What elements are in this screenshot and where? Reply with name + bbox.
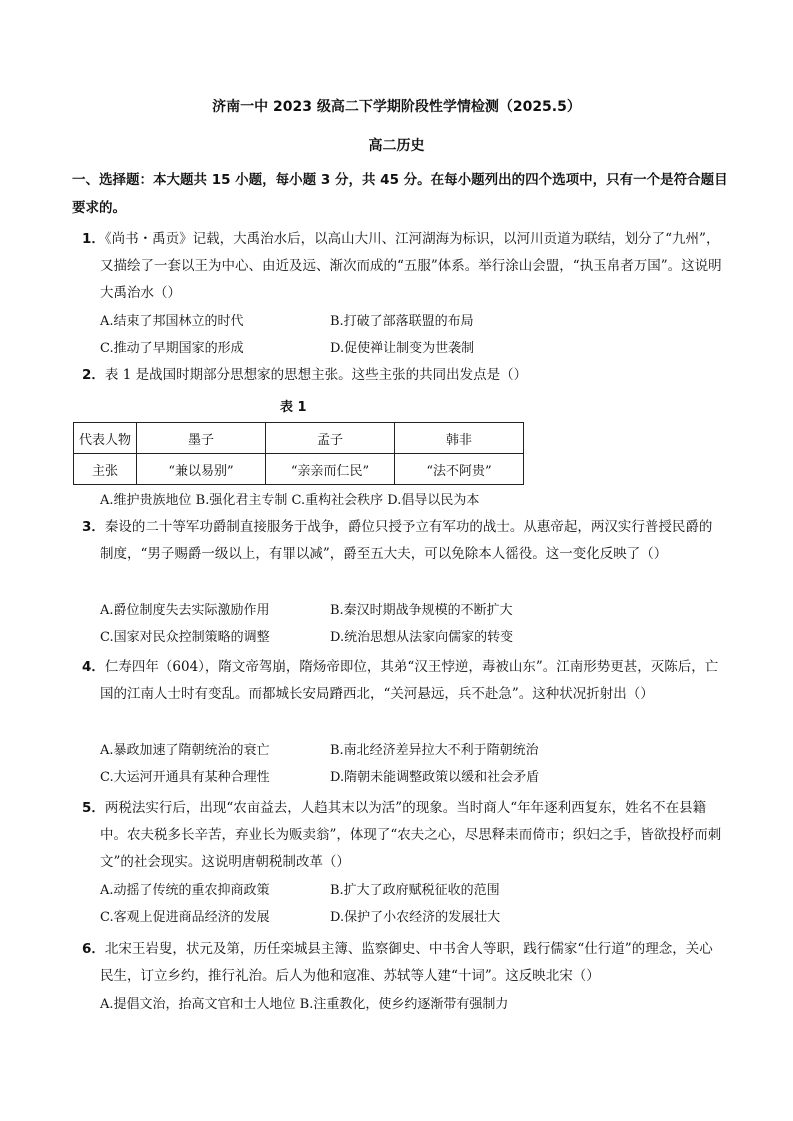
option-a[interactable]: A.提倡文治，抬高文官和士人地位 — [100, 997, 296, 1012]
question-stem: 北宋王岩叟，状元及第，历任栾城县主簿、监察御史、中书舍人等职，践行儒家“仕行道”的理念，关心民生，订立乡约，推行礼治。后人为他和寇准、苏轼等人建“十词”。这反映北宋（） — [100, 941, 713, 984]
option-b[interactable]: B.注重教化，使乡约逐渐带有强制力 — [299, 997, 509, 1012]
option-d[interactable]: D.促使禅让制变为世袭制 — [330, 341, 475, 356]
question-1 — [82, 226, 722, 307]
question-1-options — [100, 308, 560, 362]
option-c[interactable]: C.国家对民众控制策略的调整 — [100, 630, 270, 645]
table-cell: “亲亲而仁民” — [266, 454, 395, 485]
question-stem: 仁寿四年（604），隋文帝驾崩，隋炀帝即位，其弟“汉王悖逆，毒被山东”。江南形势更甚，灭陈后，亡国的江南人士时有变乱。而都城长安局蹐西北，“关河悬远，兵不赴急”。这种状况折射出（） — [100, 659, 719, 702]
question-stem: 两税法实行后，出现“农亩益去，人趋其末以为活”的现象。当时商人“年年逐利西复东，姓名不在县籍中。农夫税多长辛苦，弃业长为贩卖翁”，体现了“农夫之心，尽思释耒而倚市；织妇之手，皆欲投杼而刺文”的社会现实。这说明唐朝税制改革（） — [100, 800, 722, 870]
table-header-row — [74, 423, 524, 454]
option-b[interactable]: B.南北经济差异拉大不利于隋朝统治 — [330, 743, 539, 758]
question-number: 6． — [82, 941, 105, 957]
question-2-options — [100, 487, 479, 514]
question-5 — [82, 795, 722, 876]
option-a[interactable]: A.结束了邦国林立的时代 — [100, 314, 244, 329]
question-4 — [82, 654, 722, 708]
question-6 — [82, 936, 722, 990]
option-a[interactable]: A.动摇了传统的重农抑商政策 — [100, 883, 270, 898]
option-d[interactable]: D.隋朝未能调整政策以缓和社会矛盾 — [330, 770, 540, 785]
question-stem: 表 1 是战国时期部分思想家的思想主张。这些主张的共同出发点是（） — [104, 367, 528, 383]
option-c[interactable]: C.客观上促进商品经济的发展 — [100, 910, 270, 925]
question-number: 4． — [82, 659, 105, 675]
option-c[interactable]: C.重构社会秩序 — [291, 493, 384, 508]
table-header-cell: 孟子 — [266, 423, 395, 454]
section-heading: 一、选择题：本大题共 15 小题，每小题 3 分，共 45 分。在每小题列出的四个选项中，只有一个是符合题目要求的。 — [72, 172, 728, 216]
option-d[interactable]: D.统治思想从法家向儒家的转变 — [330, 630, 514, 645]
option-b[interactable]: B.扩大了政府赋税征收的范围 — [330, 883, 500, 898]
option-c[interactable]: C.推动了早期国家的形成 — [100, 341, 244, 356]
option-b[interactable]: B.秦汉时期战争规模的不断扩大 — [330, 603, 513, 618]
table-cell: 主张 — [74, 454, 137, 485]
option-d[interactable]: D.倡导以民为本 — [387, 493, 480, 508]
option-b[interactable]: B.打破了部落联盟的布局 — [330, 314, 474, 329]
question-number: 1． — [82, 231, 105, 247]
thinkers-table — [73, 422, 524, 485]
exam-subject: 高二历史 — [368, 138, 425, 154]
question-2 — [82, 362, 722, 389]
question-4-options — [100, 737, 560, 791]
option-a[interactable]: A.爵位制度失去实际激励作用 — [100, 603, 270, 618]
question-number: 3． — [82, 519, 105, 535]
question-stem: 秦设的二十等军功爵制直接服务于战争，爵位只授予立有军功的战士。从惠帝起，两汉实行普授民爵的制度，“男子赐爵一级以上，有罪以减”，爵至五大夫，可以免除本人徭役。这一变化反映了（） — [100, 519, 713, 562]
table-header-cell: 韩非 — [395, 423, 524, 454]
option-b[interactable]: B.强化君主专制 — [195, 493, 288, 508]
table-caption: 表 1 — [280, 400, 307, 415]
option-a[interactable]: A.维护贵族地位 — [100, 493, 192, 508]
option-d[interactable]: D.保护了小农经济的发展壮大 — [330, 910, 501, 925]
question-5-options — [100, 877, 560, 931]
table-header-cell: 墨子 — [137, 423, 266, 454]
exam-title: 济南一中 2023 级高二下学期阶段性学情检测（2025.5） — [212, 99, 581, 115]
table-header-cell: 代表人物 — [74, 423, 137, 454]
question-6-options — [100, 991, 508, 1018]
question-number: 2． — [82, 367, 105, 383]
option-a[interactable]: A.暴政加速了隋朝统治的衰亡 — [100, 743, 270, 758]
question-stem: 《尚书・禹贡》记载，大禹治水后，以高山大川、江河湖海为标识，以河川贡道为联结，划分了“九州”，又描绘了一套以王为中心、由近及远、渐次而成的“五服”体系。举行涂山会盟，“执玉帛者万国”。这说明大禹治水（） — [100, 231, 722, 301]
table-cell: “兼以易别” — [137, 454, 266, 485]
question-3 — [82, 514, 722, 568]
option-c[interactable]: C.大运河开通具有某种合理性 — [100, 770, 270, 785]
table-cell: “法不阿贵” — [395, 454, 524, 485]
question-3-options — [100, 597, 560, 651]
question-number: 5． — [82, 800, 105, 816]
table-row — [74, 454, 524, 485]
